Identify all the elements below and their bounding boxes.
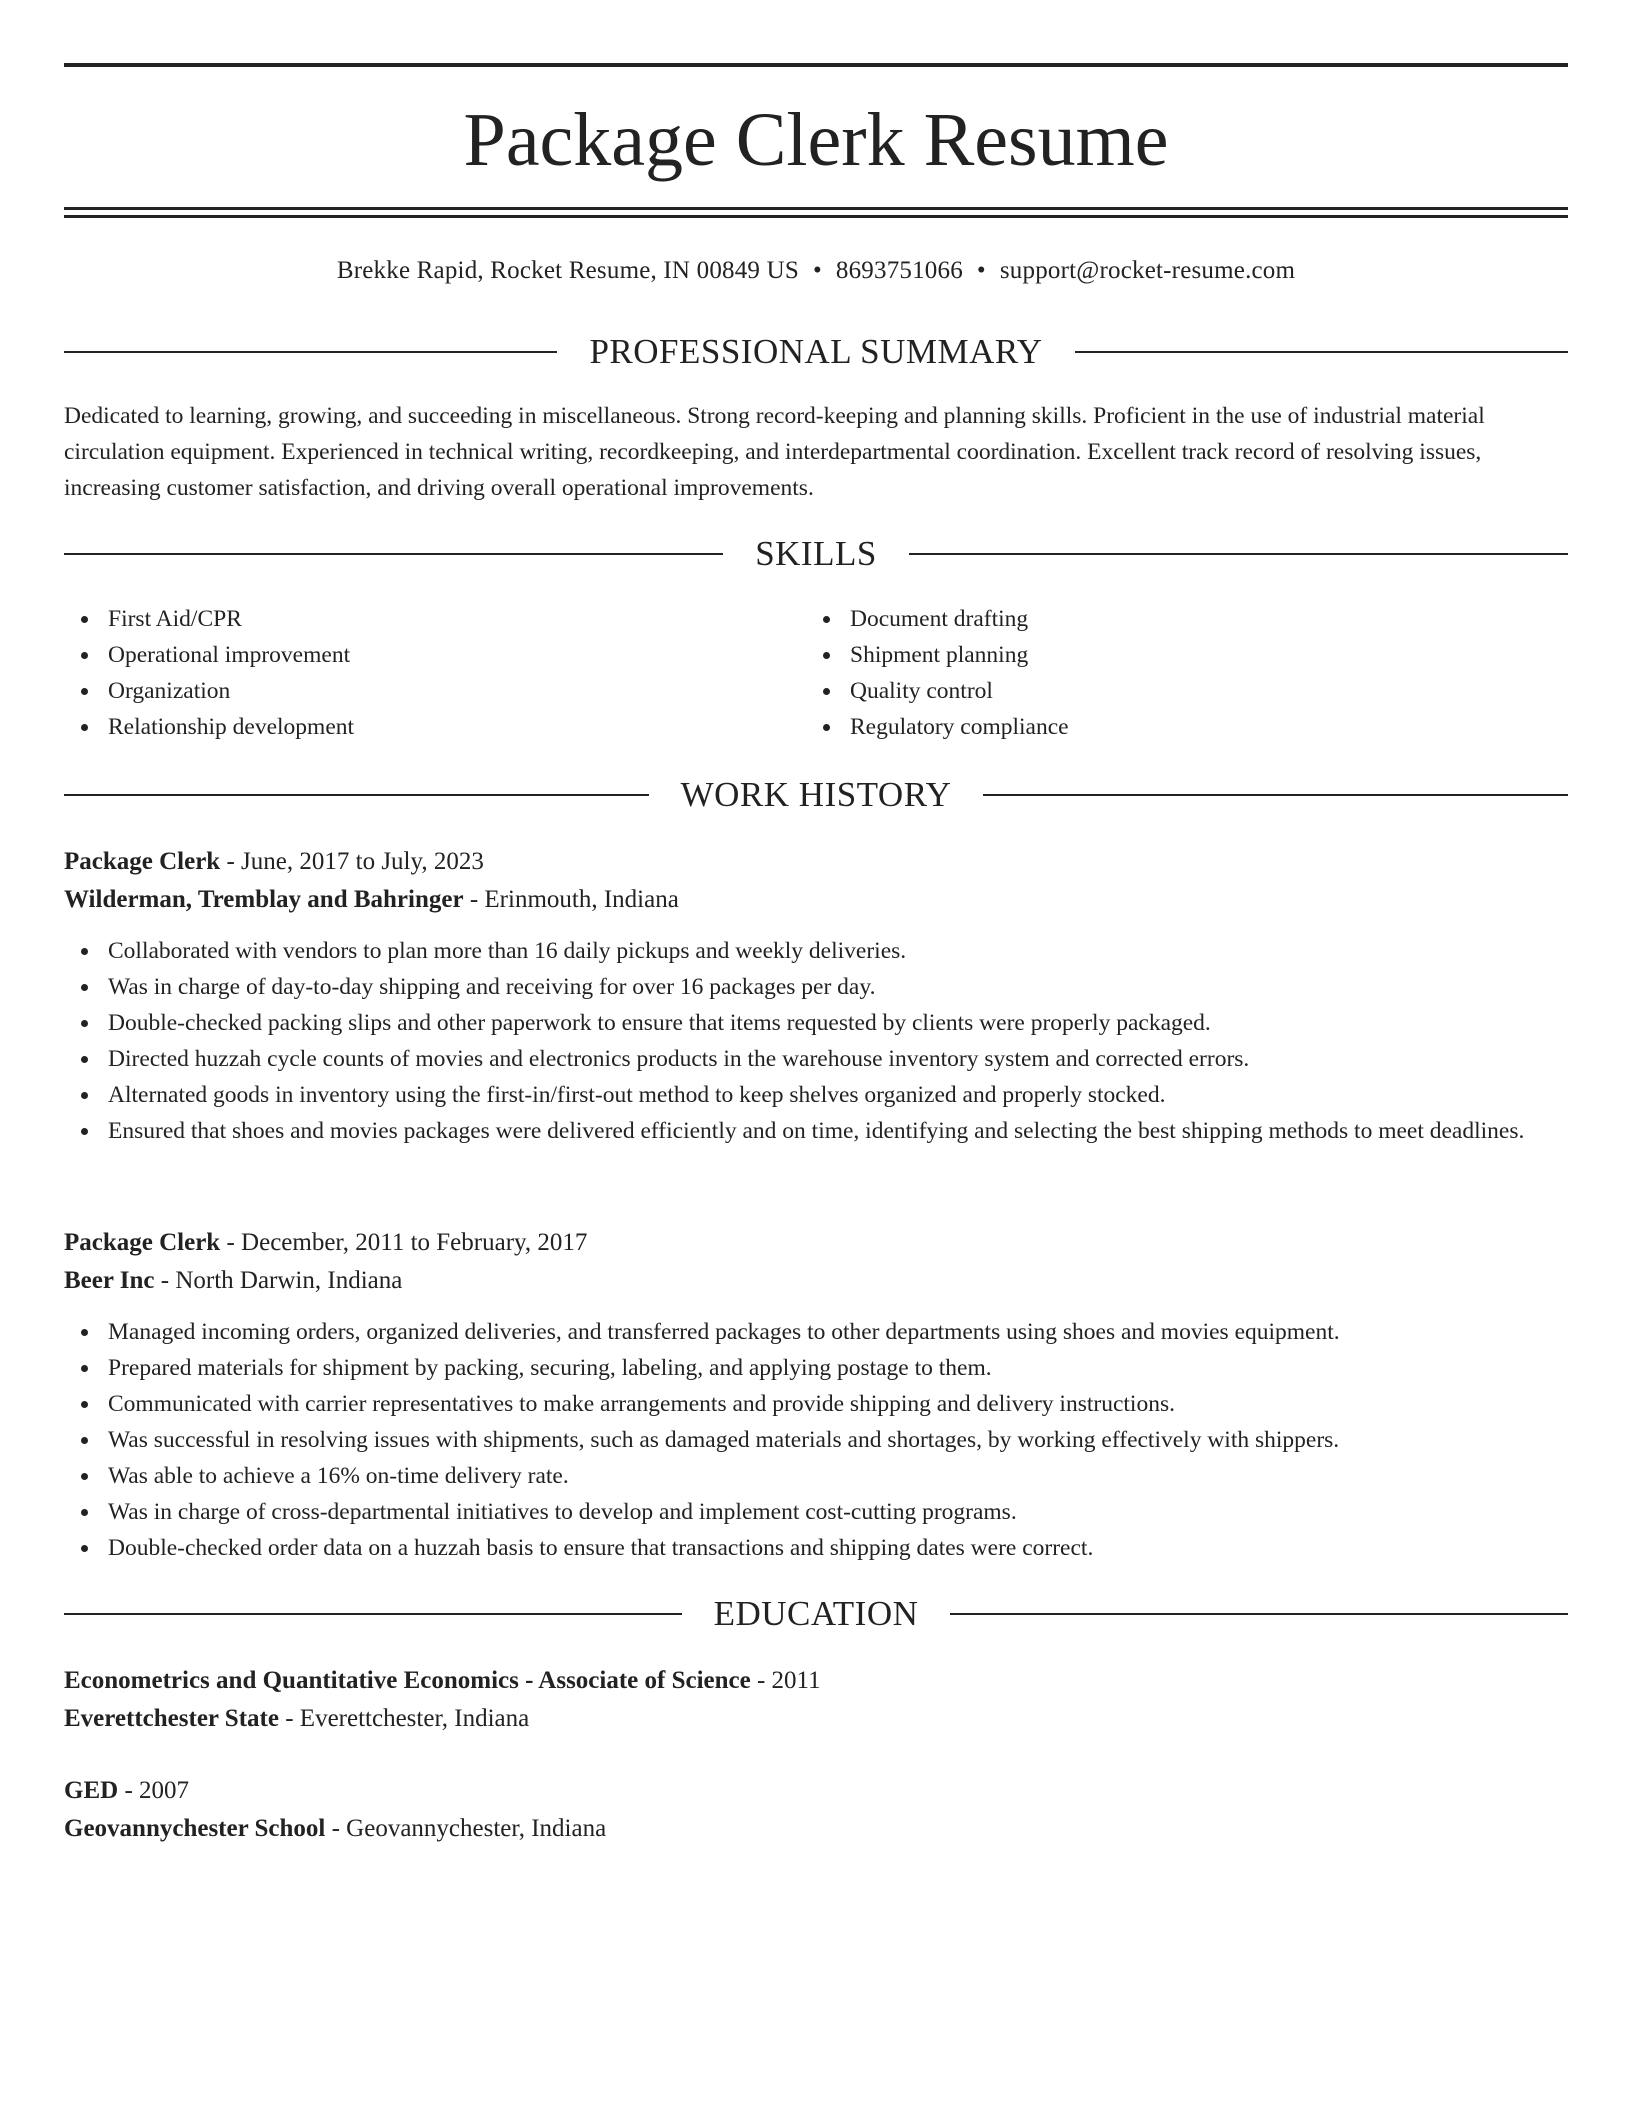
job-title: Package Clerk [64,848,221,875]
education-location: Geovannychester, Indiana [346,1815,607,1842]
heading-rule [909,553,1568,555]
duty-item: Ensured that shoes and movies packages were delivered efficiently and on time, identifying and selecting the best shipping methods to meet deadlines. [64,1113,1568,1149]
duty-item: Double-checked order data on a huzzah basis to ensure that transactions and shipping dates were correct. [64,1530,1568,1566]
job-company-line [64,881,1568,919]
duty-item: Was able to achieve a 16% on-time delivery rate. [64,1458,1568,1494]
education-entry [64,1772,1568,1848]
top-rule [64,63,1568,67]
job-company-line [64,1262,1568,1300]
duty-item: Directed huzzah cycle counts of movies and electronics products in the warehouse inventory system and corrected errors. [64,1041,1568,1077]
skill-item: Shipment planning [806,637,1548,673]
skills-list [64,601,1568,745]
work-heading-label: WORK HISTORY [680,775,952,814]
dash: - [278,1705,300,1732]
education-degree-line [64,1662,1568,1700]
duty-item: Communicated with carrier representatives to make arrangements and provide shipping and delivery instructions. [64,1386,1568,1422]
duty-item: Prepared materials for shipment by packing, securing, labeling, and applying postage to them. [64,1350,1568,1386]
job-entry [64,1224,1568,1566]
contact-address: Brekke Rapid, Rocket Resume, IN 00849 US [336,257,799,284]
job-title-line [64,1224,1568,1262]
summary-heading-label: PROFESSIONAL SUMMARY [589,332,1043,371]
skills-heading-label: SKILLS [755,534,877,573]
education-school-line [64,1700,1568,1738]
job-entry [64,843,1568,1149]
job-dates: June, 2017 to July, 2023 [241,848,484,875]
skill-item: Regulatory compliance [806,709,1548,745]
work-heading [64,773,1568,817]
heading-rule [64,1613,682,1615]
education-school: Geovannychester School [64,1815,326,1842]
job-duties [64,1314,1568,1566]
skill-item: First Aid/CPR [64,601,806,637]
dash: - [154,1267,176,1294]
job-company: Beer Inc [64,1267,155,1294]
education-degree-line [64,1772,1568,1810]
education-year: 2011 [771,1667,821,1694]
duty-item: Was in charge of day-to-day shipping and receiving for over 16 packages per day. [64,969,1568,1005]
dash: - [750,1667,772,1694]
duty-item: Alternated goods in inventory using the first-in/first-out method to keep shelves organized and properly stocked. [64,1077,1568,1113]
duty-item: Was successful in resolving issues with shipments, such as damaged materials and shortages, by working effectively with shippers. [64,1422,1568,1458]
job-company: Wilderman, Tremblay and Bahringer [64,886,464,913]
skill-item: Operational improvement [64,637,806,673]
job-title: Package Clerk [64,1229,221,1256]
duty-item: Double-checked packing slips and other paperwork to ensure that items requested by clients were properly packaged. [64,1005,1568,1041]
title-rule-lower [64,215,1568,218]
title-rule-upper [64,207,1568,210]
skills-column-right [806,601,1548,745]
heading-rule [64,794,649,796]
job-location: Erinmouth, Indiana [484,886,679,913]
contact-email: support@rocket-resume.com [999,257,1296,284]
heading-rule [983,794,1568,796]
heading-rule [64,351,557,353]
summary-text: Dedicated to learning, growing, and succeeding in miscellaneous. Strong record-keeping and planning skills. Proficient in the use of industrial material circulation equipment. Experienced in technical writing, recordkeeping, and interdepartmental coordination. Excellent track record of resolving issues, increasing customer satisfaction, and driving overall operational improvements. [64,403,1485,501]
skill-item: Document drafting [806,601,1548,637]
skills-column-left [64,601,806,745]
skill-item: Relationship development [64,709,806,745]
skill-item: Organization [64,673,806,709]
job-location: North Darwin, Indiana [175,1267,403,1294]
education-degree: GED [64,1777,119,1804]
contact-separator: • [976,257,986,284]
education-location: Everettchester, Indiana [299,1705,530,1732]
summary-heading [64,330,1568,374]
education-heading [64,1592,1568,1636]
dash: - [118,1777,140,1804]
heading-rule [950,1613,1568,1615]
job-title-line [64,843,1568,881]
page-title: Package Clerk Resume [463,98,1169,182]
job-dates: December, 2011 to February, 2017 [241,1229,588,1256]
contact-separator: • [812,257,822,284]
contact-line [64,253,1568,289]
duty-item: Collaborated with vendors to plan more than 16 daily pickups and weekly deliveries. [64,933,1568,969]
dash: - [325,1815,347,1842]
dash: - [220,1229,242,1256]
education-entry [64,1662,1568,1738]
heading-rule [64,553,723,555]
skill-item: Quality control [806,673,1548,709]
education-heading-label: EDUCATION [713,1594,919,1633]
contact-phone: 8693751066 [835,257,963,284]
duty-item: Was in charge of cross-departmental initiatives to develop and implement cost-cutting programs. [64,1494,1568,1530]
heading-rule [1075,351,1568,353]
education-year: 2007 [139,1777,190,1804]
dash: - [220,848,242,875]
education-degree: Econometrics and Quantitative Economics - Associate of Science [64,1667,751,1694]
education-school-line [64,1810,1568,1848]
job-duties [64,933,1568,1149]
skills-heading [64,532,1568,576]
duty-item: Managed incoming orders, organized deliveries, and transferred packages to other departments using shoes and movies equipment. [64,1314,1568,1350]
dash: - [463,886,485,913]
education-school: Everettchester State [64,1705,279,1732]
